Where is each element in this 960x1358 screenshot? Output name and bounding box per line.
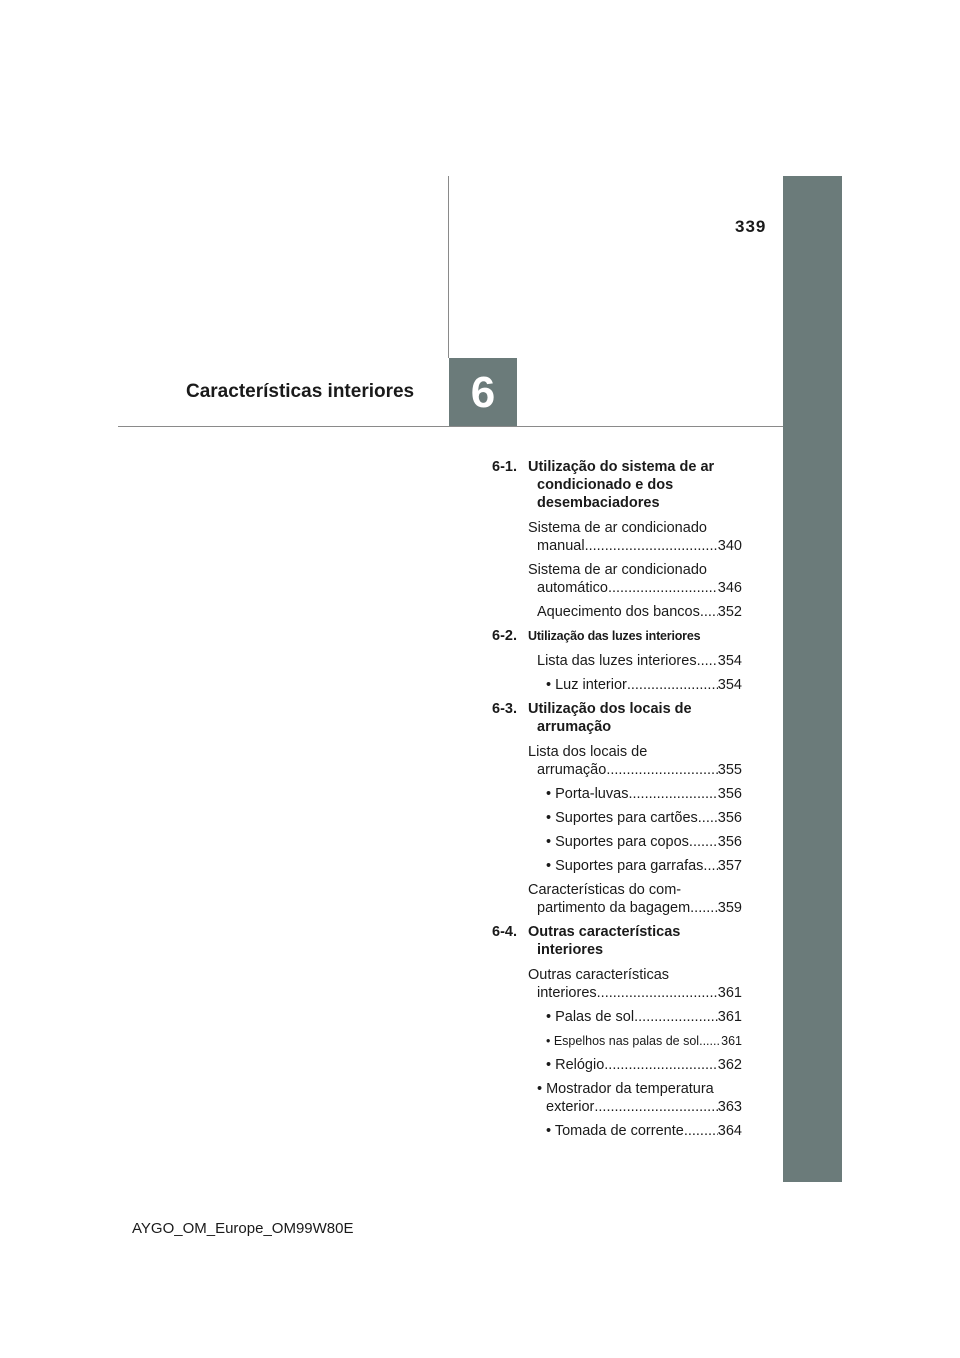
toc-subentry[interactable] [537, 676, 742, 694]
toc-page-number: 363 [717, 1099, 742, 1115]
toc-entry-text: Características do com- [528, 882, 682, 898]
toc-leader-dots [627, 676, 718, 694]
toc-section-number: 6-2. [492, 628, 517, 644]
toc-section-title: Utilização do sistema de ar condicionado e dos desembaciadores [528, 459, 715, 511]
toc-subentry[interactable] [537, 1080, 742, 1116]
toc-leader-dots [684, 1122, 718, 1140]
page-number: 339 [735, 217, 767, 236]
toc-entry-label: arrumação [537, 762, 607, 778]
toc-page-number: 340 [717, 538, 742, 554]
toc-leader-dots [697, 652, 718, 670]
toc-leader-dots [604, 1056, 718, 1074]
toc-subentry[interactable] [537, 1008, 742, 1026]
toc-subentry[interactable] [537, 857, 742, 875]
toc-entry-label: • Palas de sol [546, 1009, 635, 1025]
toc-page-number: 354 [717, 677, 742, 693]
toc-entry-line [537, 984, 742, 1002]
toc-page-number: 356 [717, 786, 742, 802]
toc-entry-line [537, 603, 742, 621]
chapter-side-tab [783, 176, 842, 1182]
toc-leader-dots [698, 809, 718, 827]
toc-page-number: 356 [717, 834, 742, 850]
toc-page-number: 361 [717, 1009, 742, 1025]
toc-entry[interactable] [528, 603, 742, 621]
toc-entry-label: • Tomada de corrente [546, 1123, 684, 1139]
toc-entry[interactable] [528, 881, 742, 917]
toc-entry-line [546, 1008, 742, 1026]
toc-section-title: Outras características interiores [528, 924, 681, 958]
toc-section-number: 6-4. [492, 924, 517, 940]
toc-subentry[interactable] [537, 1122, 742, 1140]
toc-entry[interactable] [528, 561, 742, 597]
toc-leader-dots [699, 1032, 721, 1050]
toc-leader-dots [608, 579, 718, 597]
chapter-title: Características interiores [186, 381, 415, 402]
footer-code: AYGO_OM_Europe_OM99W80E [132, 1220, 354, 1237]
toc-subentry[interactable] [537, 785, 742, 803]
toc-entry-line [537, 652, 742, 670]
toc-entry-label: manual [537, 538, 585, 554]
toc-entry-label: Lista das luzes interiores [537, 653, 697, 669]
toc-entry-label: • Luz interior [546, 677, 627, 693]
toc-entry-text: Sistema de ar condicionado [528, 520, 707, 536]
toc-leader-dots [594, 1098, 717, 1116]
toc-page-number: 361 [717, 985, 742, 1001]
toc-leader-dots [690, 899, 718, 917]
chapter-number-box: 6 [449, 358, 517, 427]
toc-entry[interactable] [528, 519, 742, 555]
toc-page-number: 362 [717, 1057, 742, 1073]
toc-entry[interactable] [528, 966, 742, 1002]
vertical-rule [448, 176, 449, 358]
toc-page-number: 346 [717, 580, 742, 596]
toc-entry-line [546, 1056, 742, 1074]
toc-section [492, 458, 742, 512]
toc-page-number: 361 [721, 1034, 742, 1048]
toc-section-title: Utilização dos locais de arrumação [528, 701, 692, 735]
toc-section-number: 6-1. [492, 459, 517, 475]
horizontal-rule [118, 426, 783, 427]
toc-page-number: 357 [717, 858, 742, 874]
toc-entry-line [546, 1032, 742, 1050]
toc-leader-dots [634, 1008, 718, 1026]
toc-entry-line [546, 833, 742, 851]
toc-entry-line [546, 809, 742, 827]
toc-entry-line [537, 537, 742, 555]
toc-page-number: 354 [717, 653, 742, 669]
toc-section [492, 627, 742, 645]
toc-subentry[interactable] [537, 1056, 742, 1074]
toc-entry-label: • Espelhos nas palas de sol [546, 1034, 700, 1048]
toc-leader-dots [700, 603, 718, 621]
toc-leader-dots [585, 537, 718, 555]
toc-entry-label: • Suportes para garrafas [546, 858, 704, 874]
toc-entry-line [546, 676, 742, 694]
toc-entry-label: exterior [546, 1099, 595, 1115]
toc-entry-line [546, 857, 742, 875]
toc-entry-line [537, 761, 742, 779]
toc-page-number: 356 [717, 810, 742, 826]
toc-leader-dots [606, 761, 717, 779]
toc-subentry[interactable] [537, 809, 742, 827]
toc-entry-line [537, 899, 742, 917]
toc-entry[interactable] [528, 743, 742, 779]
toc-subentry[interactable] [537, 1032, 742, 1050]
toc-page-number: 352 [717, 604, 742, 620]
toc-page-number: 355 [717, 762, 742, 778]
table-of-contents [492, 458, 742, 1146]
toc-leader-dots [703, 857, 717, 875]
toc-entry-label: • Suportes para cartões [546, 810, 698, 826]
toc-page-number: 359 [717, 900, 742, 916]
toc-page-number: 364 [717, 1123, 742, 1139]
toc-entry-line [546, 1122, 742, 1140]
toc-leader-dots [597, 984, 718, 1002]
toc-section [492, 700, 742, 736]
toc-entry-line [546, 785, 742, 803]
toc-section [492, 923, 742, 959]
toc-entry-label: Aquecimento dos bancos [537, 604, 700, 620]
toc-section-title: Utilização das luzes interiores [528, 629, 701, 643]
toc-section-number: 6-3. [492, 701, 517, 717]
toc-entry[interactable] [528, 652, 742, 670]
toc-entry-text: Lista dos locais de [528, 744, 648, 760]
toc-entry-label: • Porta-luvas [546, 786, 629, 802]
toc-entry-label: interiores [537, 985, 597, 1001]
toc-entry-text: Outras características [528, 967, 670, 983]
toc-leader-dots [689, 833, 718, 851]
toc-entry-line [546, 1098, 742, 1116]
toc-entry-label: • Suportes para copos [546, 834, 689, 850]
toc-entry-label: • Relógio [546, 1057, 605, 1073]
toc-entry-line [537, 579, 742, 597]
toc-leader-dots [628, 785, 717, 803]
toc-entry-label: automático [537, 580, 608, 596]
toc-entry-text: Sistema de ar condicionado [528, 562, 707, 578]
toc-entry-label: partimento da bagagem [537, 900, 691, 916]
toc-subentry[interactable] [537, 833, 742, 851]
toc-entry-text: • Mostrador da temperatura [537, 1081, 714, 1097]
